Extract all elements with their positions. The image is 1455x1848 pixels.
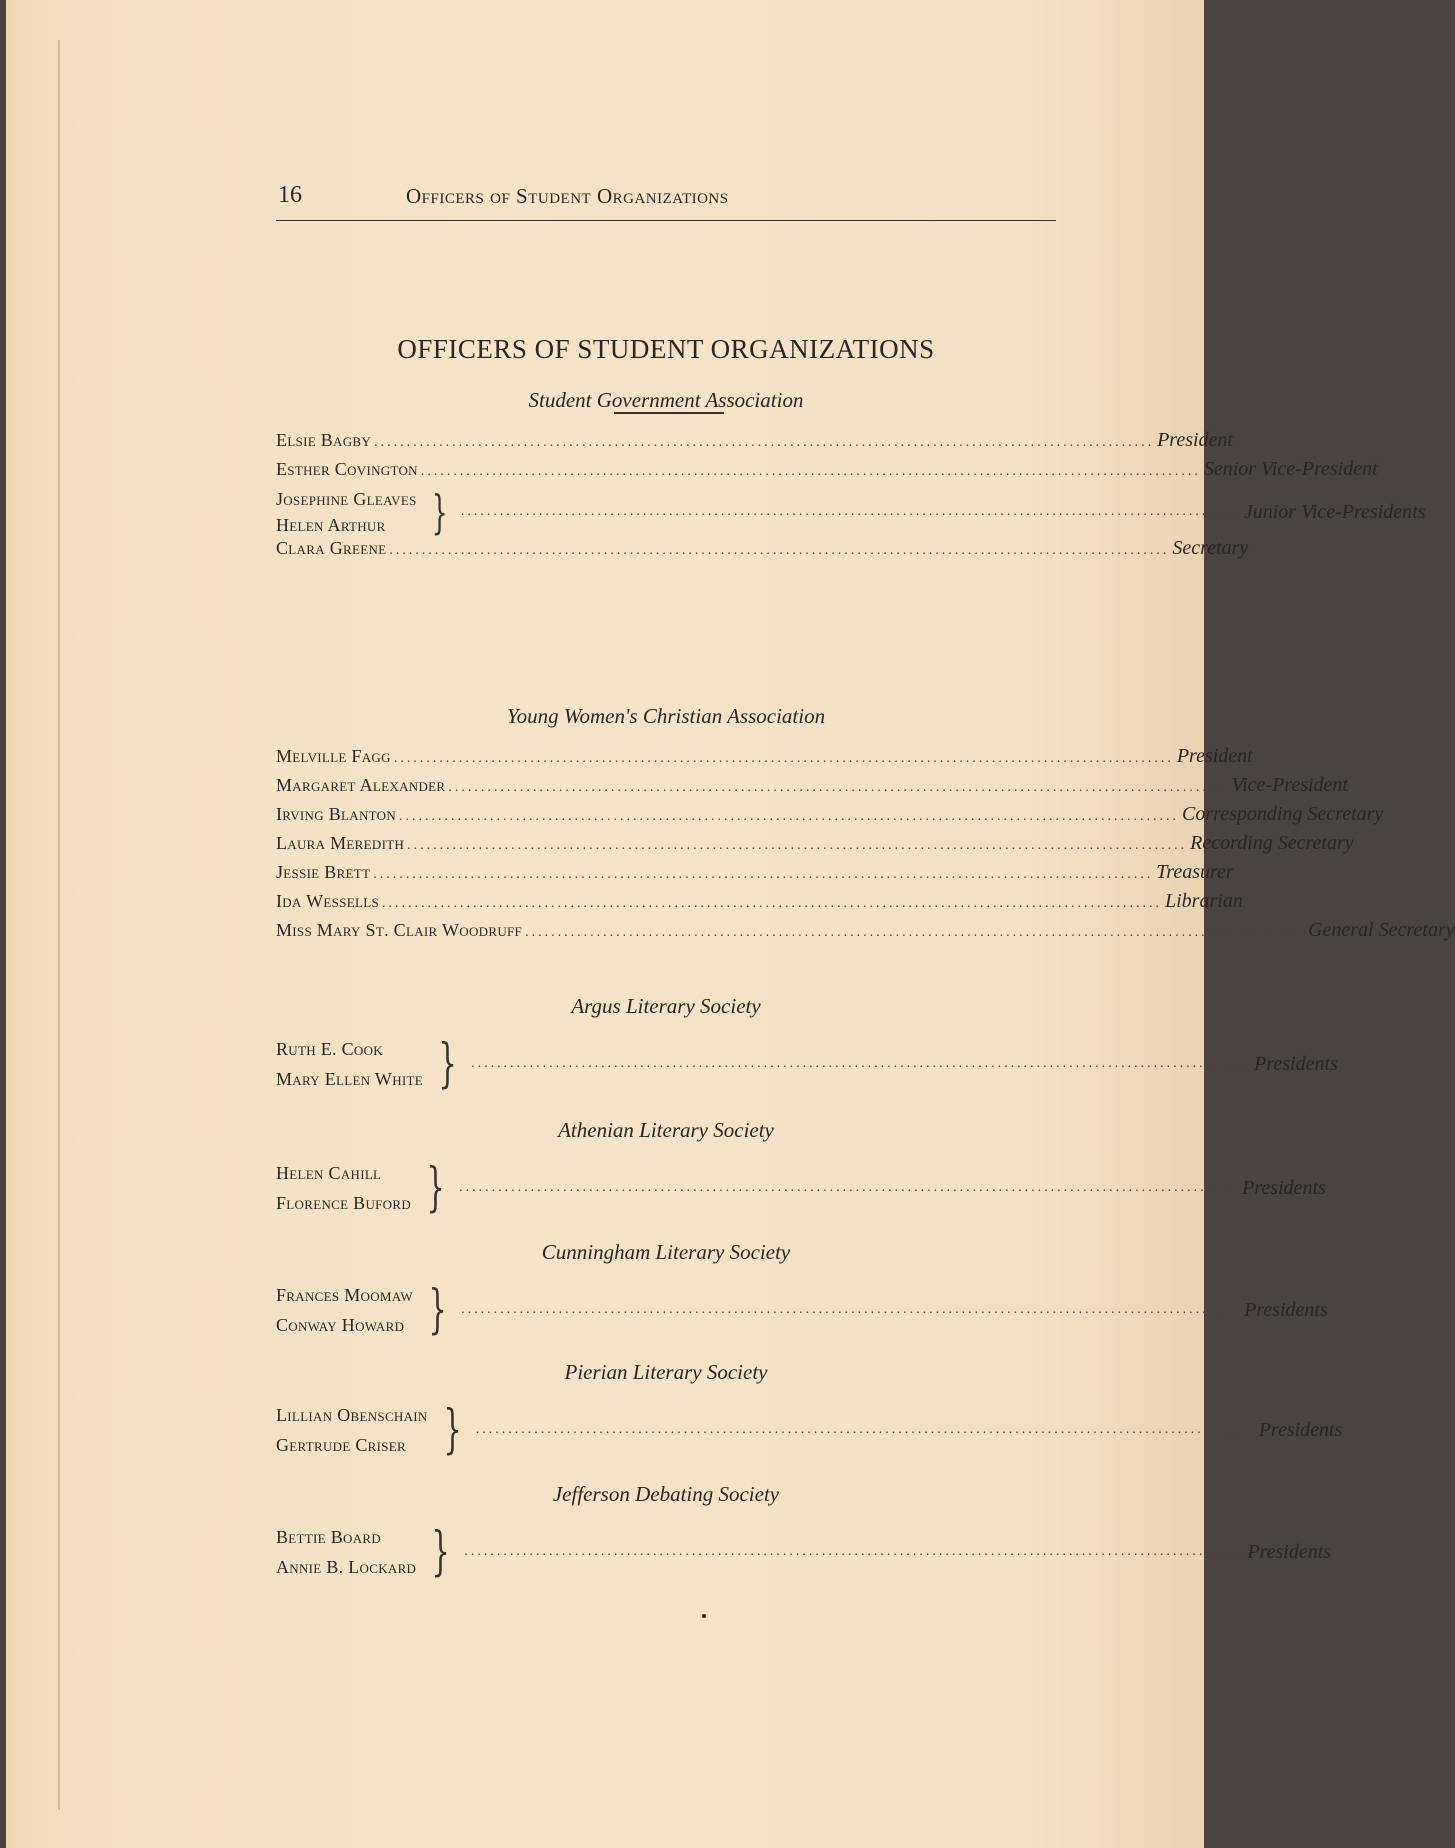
running-head	[276, 176, 1056, 216]
officer-name: Esther Covington	[276, 459, 418, 479]
group-names	[276, 1036, 423, 1092]
officer-title: President	[1157, 429, 1233, 451]
officer-name: Laura Meredith	[276, 833, 405, 853]
officer-name: Annie B. Lockard	[276, 1557, 417, 1577]
officer-name: Jessie Brett	[276, 862, 371, 882]
officer-name: Josephine Gleaves	[276, 489, 417, 509]
officer-row	[276, 890, 1243, 919]
leader-dots: ........................................................................................................................	[475, 1422, 1256, 1437]
officer-group	[276, 485, 1426, 539]
brace-symbol: }	[431, 485, 448, 539]
officer-title: Junior Vice-Presidents	[1243, 500, 1426, 523]
section-argus-literary	[276, 994, 1338, 1094]
officer-name: Ruth E. Cook	[276, 1039, 383, 1059]
leader-dots: ........................................................................................................................	[389, 543, 1170, 558]
section-heading: Young Women's Christian Association	[506, 704, 826, 728]
section-student-government	[276, 388, 1426, 566]
brace-symbol: }	[431, 1522, 450, 1582]
officer-name: Margaret Alexander	[276, 775, 446, 795]
group-names	[276, 1524, 416, 1580]
officer-title: Presidents	[1242, 1176, 1326, 1199]
officer-row	[276, 774, 1348, 803]
officer-title: Presidents	[1244, 1298, 1328, 1321]
section-jefferson-debating	[276, 1482, 1332, 1582]
officer-title: General Secretary	[1308, 919, 1455, 941]
page-margin-line	[58, 40, 60, 1810]
officer-name: Helen Arthur	[276, 515, 386, 535]
group-names	[276, 1160, 411, 1216]
officer-row	[276, 861, 1234, 890]
section-heading: Argus Literary Society	[571, 994, 761, 1018]
officer-title: Presidents	[1254, 1052, 1338, 1075]
officer-name: Conway Howard	[276, 1315, 405, 1335]
leader-dots: ........................................................................................................................	[407, 838, 1188, 853]
officer-row	[276, 832, 1354, 861]
leader-dots: ........................................................................................................................	[459, 1180, 1240, 1195]
officer-row	[276, 458, 1378, 487]
officer-name: Florence Buford	[276, 1193, 412, 1213]
officer-title: President	[1176, 745, 1253, 767]
leader-dots: ........................................................................................................................	[399, 809, 1180, 824]
leader-dots: ........................................................................................................................	[460, 504, 1241, 519]
section-heading: Student Government Association	[528, 388, 804, 412]
officer-name: Bettie Board	[276, 1527, 382, 1547]
officer-group	[276, 1280, 1328, 1340]
section-cunningham-literary	[276, 1240, 1328, 1340]
officer-title: Recording Secretary	[1190, 832, 1354, 854]
section-heading: Pierian Literary Society	[564, 1360, 768, 1384]
officer-title: Treasurer	[1156, 861, 1234, 883]
leader-dots: ........................................................................................................................	[373, 867, 1154, 882]
officer-row	[276, 803, 1384, 832]
section-ywca	[276, 704, 1455, 948]
leader-dots: ........................................................................................................................	[464, 1544, 1245, 1559]
officer-group	[276, 1034, 1338, 1094]
officer-name: Ida Wessells	[276, 891, 379, 911]
officer-row	[276, 537, 1249, 566]
brace-symbol: }	[443, 1400, 462, 1460]
running-title: Officers of Student Organizations	[406, 184, 729, 208]
officer-title: Corresponding Secretary	[1182, 803, 1384, 825]
officer-title: Presidents	[1247, 1540, 1332, 1563]
section-heading: Cunningham Literary Society	[541, 1240, 791, 1264]
header-rule	[276, 220, 1056, 221]
officer-name: Gertrude Criser	[276, 1435, 407, 1455]
page-content	[276, 176, 1455, 1582]
officer-name: Clara Greene	[276, 538, 387, 558]
brace-symbol: }	[428, 1280, 447, 1340]
officer-row	[276, 745, 1253, 774]
leader-dots: ........................................................................................................................	[461, 1302, 1242, 1317]
officer-name: Elsie Bagby	[276, 430, 372, 450]
officer-row	[276, 919, 1455, 948]
page-title: OFFICERS OF STUDENT ORGANIZATIONS	[397, 334, 935, 364]
officer-name: Irving Blanton	[276, 804, 397, 824]
leader-dots: ........................................................................................................................	[393, 751, 1174, 766]
ink-speck	[702, 1614, 706, 1618]
officer-group	[276, 1158, 1326, 1218]
group-names	[276, 1282, 413, 1338]
brace-symbol: }	[438, 1034, 457, 1094]
page-number: 16	[278, 182, 302, 208]
leader-dots: ........................................................................................................................	[382, 896, 1162, 911]
officer-group	[276, 1400, 1343, 1460]
section-pierian-literary	[276, 1360, 1343, 1460]
officer-title: Senior Vice-President	[1203, 458, 1378, 480]
section-heading: Jefferson Debating Society	[552, 1482, 780, 1506]
officer-name: Mary Ellen White	[276, 1069, 424, 1089]
officer-name: Miss Mary St. Clair Woodruff	[276, 920, 523, 940]
officer-name: Helen Cahill	[276, 1163, 382, 1183]
officer-group	[276, 1522, 1332, 1582]
leader-dots: ........................................................................................................................	[448, 780, 1229, 795]
officer-row	[276, 429, 1233, 458]
officer-title: Presidents	[1258, 1418, 1343, 1441]
leader-dots: ........................................................................................................................	[525, 925, 1306, 940]
section-heading: Athenian Literary Society	[558, 1118, 774, 1142]
officer-name: Frances Moomaw	[276, 1285, 413, 1305]
officer-title: Vice-President	[1231, 774, 1348, 796]
leader-dots: ........................................................................................................................	[420, 464, 1201, 479]
group-names	[276, 488, 417, 536]
brace-symbol: }	[426, 1158, 445, 1218]
officer-name: Melville Fagg	[276, 746, 391, 766]
group-names	[276, 1402, 428, 1458]
officer-title: Secretary	[1172, 537, 1249, 559]
officer-title: Librarian	[1165, 890, 1243, 912]
leader-dots: ........................................................................................................................	[374, 435, 1155, 450]
officer-name: Lillian Obenschain	[276, 1405, 428, 1425]
book-page	[6, 0, 1455, 1848]
leader-dots: ........................................................................................................................	[471, 1056, 1252, 1071]
section-athenian-literary	[276, 1118, 1326, 1218]
